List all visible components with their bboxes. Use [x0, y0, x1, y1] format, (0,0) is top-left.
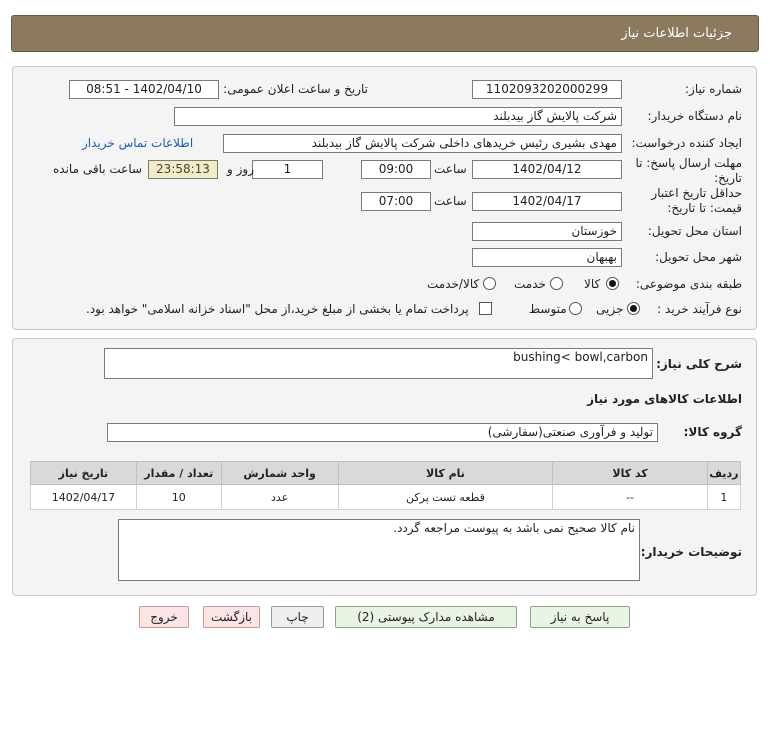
goods-group-field: تولید و فرآوری صنعتی(سفارشی): [107, 423, 658, 442]
description-label: شرح کلی نیاز:: [656, 357, 742, 371]
cell-quantity: 10: [136, 485, 221, 510]
price-time-label: ساعت: [434, 194, 467, 208]
col-row: ردیف: [707, 462, 740, 485]
attachments-button[interactable]: مشاهده مدارک پیوستی (2): [335, 606, 517, 628]
cell-code: --: [553, 485, 707, 510]
process-label: نوع فرآیند خرید :: [657, 302, 742, 316]
category-option-goods: کالا: [584, 277, 601, 291]
price-validity-date: 1402/04/17: [472, 192, 622, 211]
goods-group-label: گروه کالا:: [683, 425, 742, 439]
buyer-org-field: شرکت پالایش گاز بیدبلند: [174, 107, 622, 126]
need-number-field: 1102093202000299: [472, 80, 622, 99]
description-field: bushing< bowl,carbon: [104, 348, 653, 379]
announce-label: تاریخ و ساعت اعلان عمومی:: [223, 82, 368, 96]
back-button[interactable]: بازگشت: [203, 606, 260, 628]
reply-deadline-date: 1402/04/12: [472, 160, 622, 179]
process-radio-minor[interactable]: [627, 302, 640, 315]
exit-button[interactable]: خروج: [139, 606, 189, 628]
buyer-notes-label: توضیحات خریدار:: [640, 545, 742, 559]
buyer-org-label: نام دستگاه خریدار:: [647, 109, 742, 123]
process-option-medium: متوسط: [529, 302, 567, 316]
process-radio-medium[interactable]: [569, 302, 582, 315]
category-radio-service[interactable]: [550, 277, 563, 290]
reply-time-label: ساعت: [434, 162, 467, 176]
buyer-contact-link[interactable]: اطلاعات تماس خریدار: [82, 136, 194, 150]
category-option-goods-service: کالا/خدمت: [427, 277, 480, 291]
remaining-label: ساعت باقی مانده: [53, 162, 143, 176]
goods-table-header: [31, 462, 741, 485]
col-code: کد کالا: [553, 462, 707, 485]
province-field: خوزستان: [472, 222, 622, 241]
goods-table: [30, 461, 741, 510]
process-option-minor: جزیی: [596, 302, 624, 316]
treasury-payment-checkbox[interactable]: [479, 302, 492, 315]
page-header: [11, 15, 759, 52]
cell-name: قطعه تست پرکن: [338, 485, 553, 510]
price-validity-time: 07:00: [361, 192, 431, 211]
col-unit: واحد شمارش: [221, 462, 338, 485]
requester-label: ایجاد کننده درخواست:: [631, 136, 742, 150]
city-field: بهبهان: [472, 248, 622, 267]
requester-field: مهدی بشیری رئیس خریدهای داخلی شرکت پالایش گاز بیدبلند: [223, 134, 622, 153]
cell-unit: عدد: [221, 485, 338, 510]
announce-field: 1402/04/10 - 08:51: [69, 80, 219, 99]
remaining-time-field: 23:58:13: [148, 160, 218, 179]
category-label: طبقه بندی موضوعی:: [635, 277, 742, 291]
city-label: شهر محل تحویل:: [655, 250, 742, 264]
reply-deadline-label: مهلت ارسال پاسخ: تا تاریخ:: [635, 156, 742, 185]
reply-button[interactable]: پاسخ به نیاز: [530, 606, 630, 628]
reply-days-field: 1: [252, 160, 323, 179]
col-quantity: تعداد / مقدار: [136, 462, 221, 485]
buyer-notes-field: نام کالا صحیح نمی باشد به پیوست مراجعه گردد.: [118, 519, 640, 581]
price-validity-label: حداقل تاریخ اعتبار قیمت: تا تاریخ:: [651, 186, 742, 215]
need-number-label: شماره نیاز:: [685, 82, 742, 96]
treasury-payment-note: پرداخت تمام یا بخشی از مبلغ خرید،از محل "اسناد خزانه اسلامی" خواهد بود.: [86, 302, 469, 316]
col-name: نام کالا: [338, 462, 553, 485]
print-button[interactable]: چاپ: [271, 606, 324, 628]
category-radio-goods[interactable]: [606, 277, 619, 290]
cell-row: 1: [707, 485, 740, 510]
page-title: جزئیات اطلاعات نیاز: [621, 26, 732, 41]
category-radio-goods-service[interactable]: [483, 277, 496, 290]
category-option-service: خدمت: [514, 277, 546, 291]
table-row: [31, 485, 741, 510]
reply-deadline-time: 09:00: [361, 160, 431, 179]
cell-need-date: 1402/04/17: [31, 485, 137, 510]
col-need-date: تاریخ نیاز: [31, 462, 137, 485]
days-label: روز و: [227, 162, 254, 176]
goods-info-title: اطلاعات کالاهای مورد نیاز: [587, 392, 742, 406]
province-label: استان محل تحویل:: [647, 224, 742, 238]
